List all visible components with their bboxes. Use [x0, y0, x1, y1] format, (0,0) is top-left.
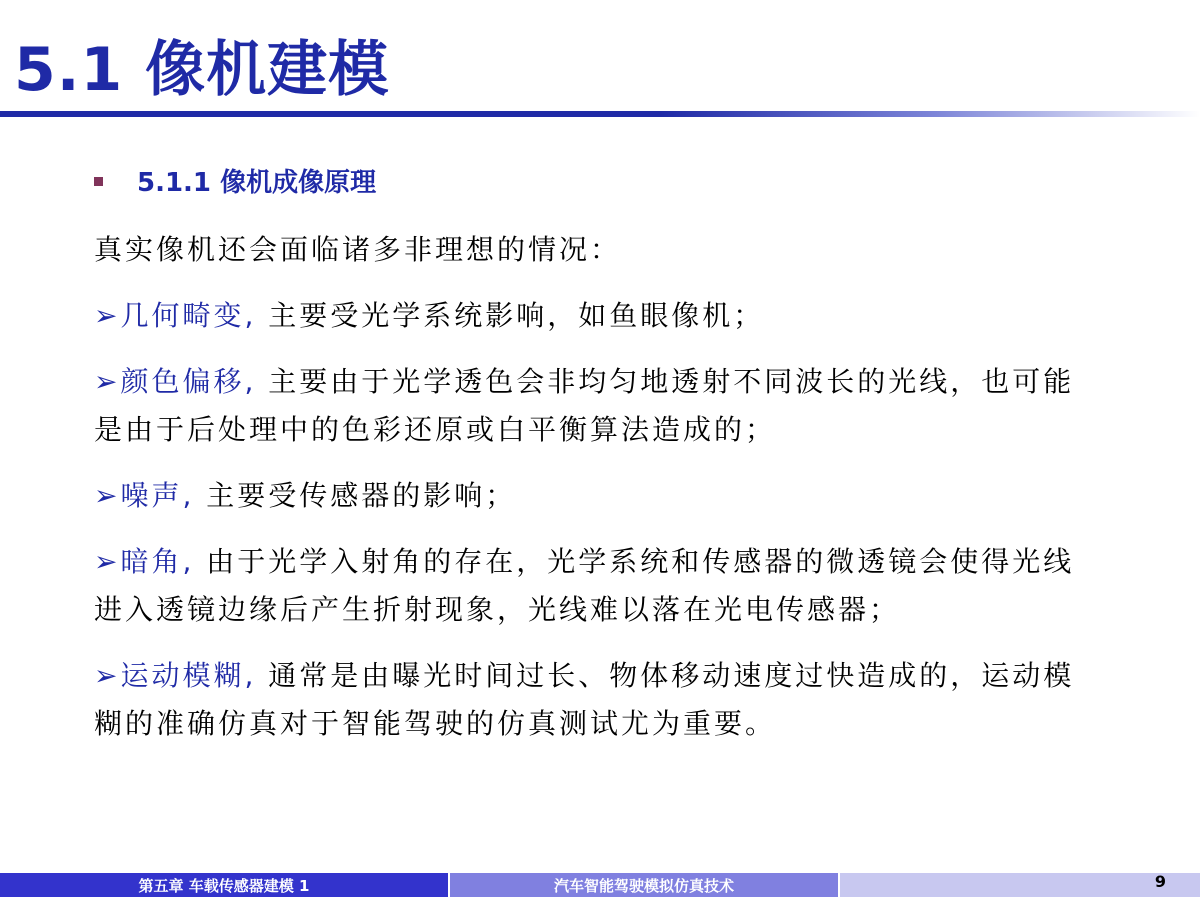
- arrow-bullet-icon: ➢: [94, 545, 121, 578]
- list-item-vignetting: [94, 538, 1094, 634]
- arrow-bullet-icon: ➢: [94, 659, 121, 692]
- subheading-row: [94, 160, 376, 200]
- title-underline: [0, 111, 1200, 117]
- footer-bar: [0, 873, 1200, 897]
- arrow-bullet-icon: ➢: [94, 299, 121, 332]
- slide-title: 5.1 像机建模: [14, 35, 390, 105]
- subheading: 5.1.1 像机成像原理: [137, 167, 377, 198]
- intro-text: 真实像机还会面临诸多非理想的情况：: [94, 233, 622, 266]
- list-item-noise: [94, 472, 1094, 520]
- item-term: 颜色偏移,: [120, 365, 257, 398]
- footer-page-area: [840, 873, 1200, 897]
- square-bullet-icon: [94, 177, 103, 186]
- arrow-bullet-icon: ➢: [94, 365, 121, 398]
- item-description: 由于光学入射角的存在，光学系统和传感器的微透镜会使得光线进入透镜边缘后产生折射现象，光线难以落在光电传感器；: [94, 545, 1075, 626]
- list-item-color-shift: [94, 358, 1094, 454]
- item-term: 暗角,: [120, 545, 195, 578]
- slide-body: [94, 226, 1094, 748]
- footer-chapter: 第五章 车载传感器建模 1: [0, 873, 450, 897]
- footer-course: 汽车智能驾驶模拟仿真技术: [450, 873, 840, 897]
- item-description: 主要受光学系统影响，如鱼眼像机；: [256, 299, 765, 332]
- item-term: 几何畸变,: [120, 299, 257, 332]
- item-description: 主要受传感器的影响；: [194, 479, 517, 512]
- item-term: 运动模糊,: [120, 659, 257, 692]
- item-description: 主要由于光学透色会非均匀地透射不同波长的光线，也可能是由于后处理中的色彩还原或白平衡算法造成的；: [94, 365, 1075, 446]
- list-item-motion-blur: [94, 652, 1094, 748]
- list-item-geometric-distortion: [94, 292, 1094, 340]
- item-description: 通常是由曝光时间过长、物体移动速度过快造成的，运动模糊的准确仿真对于智能驾驶的仿真测试尤为重要。: [94, 659, 1075, 740]
- item-term: 噪声,: [120, 479, 195, 512]
- page-number: 9: [1154, 872, 1166, 891]
- arrow-bullet-icon: ➢: [94, 479, 121, 512]
